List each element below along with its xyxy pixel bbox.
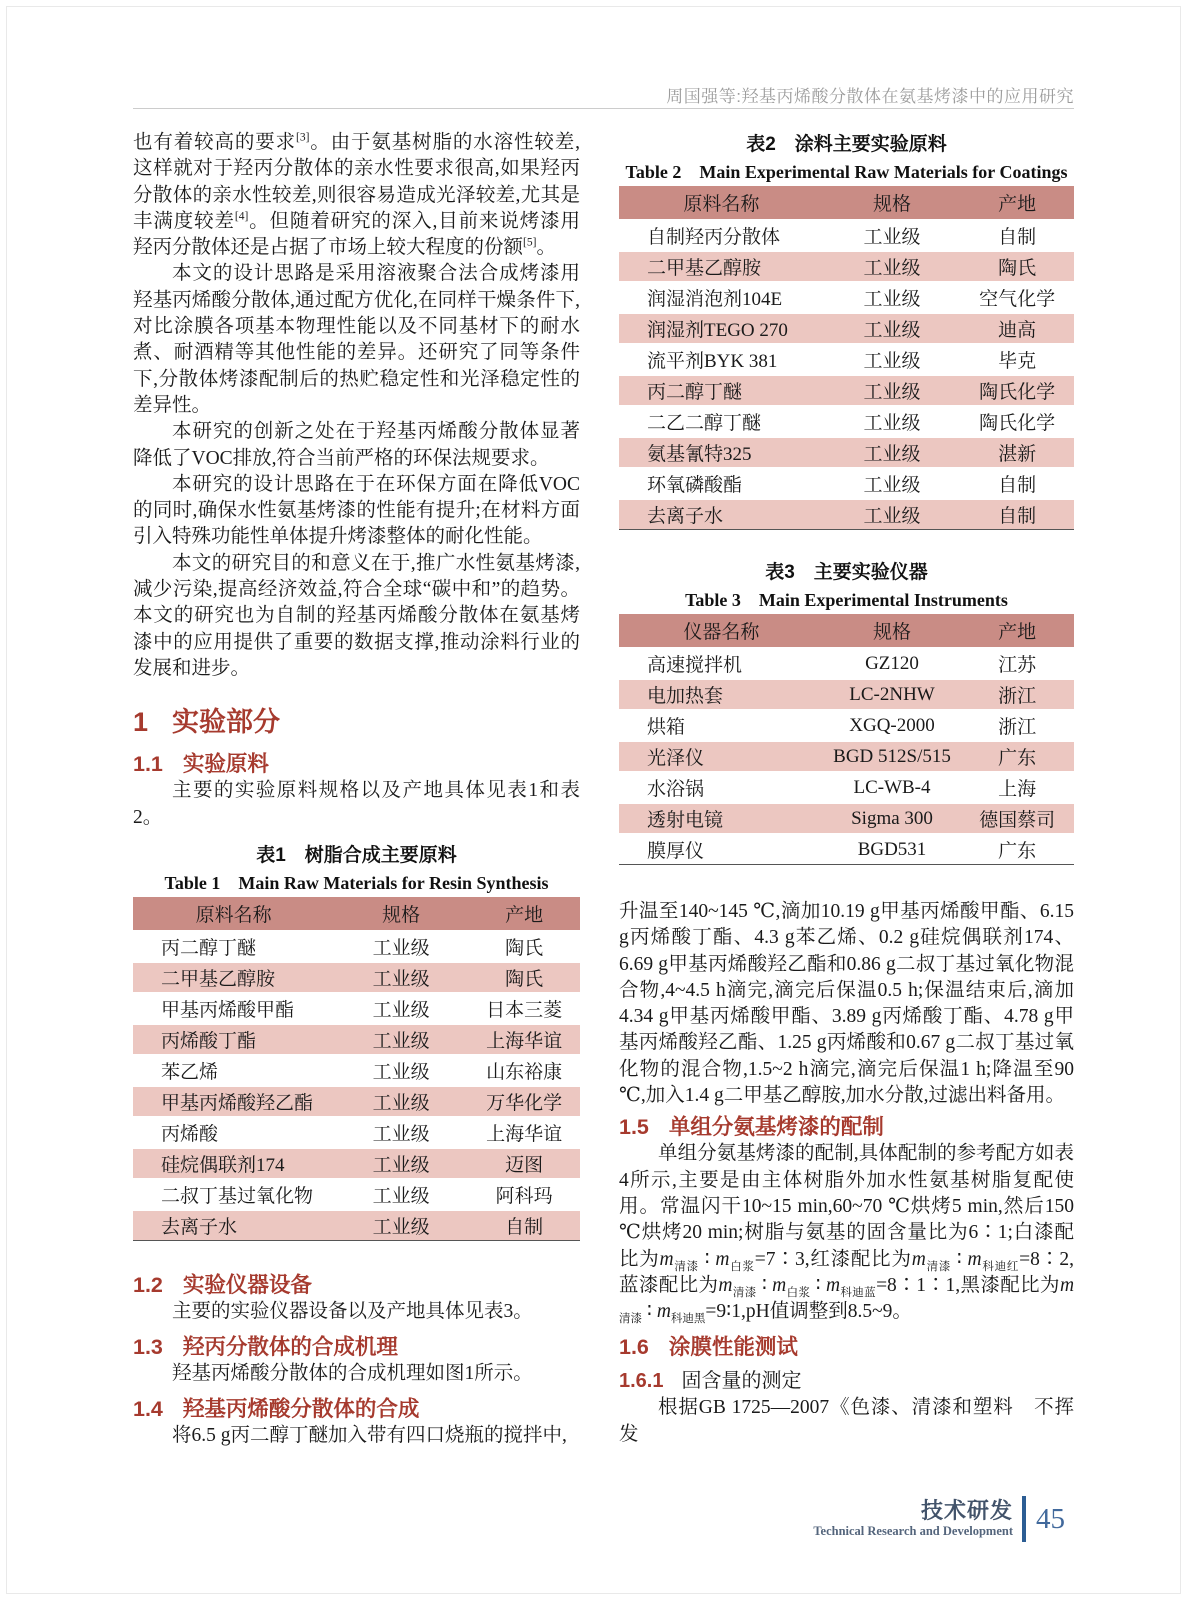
table-cell: 膜厚仪 [619, 834, 824, 865]
table-cell: 工业级 [824, 375, 961, 406]
header-divider [133, 108, 1074, 109]
table-cell: 浙江 [960, 710, 1074, 741]
footer-section-label [813, 1499, 1013, 1540]
footer-label-en: Technical Research and Development [813, 1523, 1013, 1538]
table-cell: 上海 [960, 772, 1074, 803]
paragraph-purpose: 本文的研究目的和意义在于,推广水性氨基烤漆,减少污染,提高经济效益,符合全球“碳中和”的趋势。本文的研究也为自制的羟基丙烯酸分散体在氨基烤漆中的应用提供了重要的数据支撑,推动涂料行业的发展和进步。 [133, 552, 580, 679]
text-segment: 白浆 [729, 1260, 755, 1273]
table-cell: 工业级 [824, 282, 961, 313]
table-row [133, 993, 580, 1024]
subsection-number: 1.1 [133, 752, 163, 777]
text-segment: ∶ [951, 1248, 968, 1270]
table-cell: 二甲基乙醇胺 [133, 962, 334, 993]
table-row [619, 344, 1074, 375]
table-row [133, 1179, 580, 1210]
table2-caption [619, 132, 1074, 186]
table-row [133, 1024, 580, 1055]
subsection-number: 1.5 [619, 1115, 649, 1140]
paragraph-see-tables: 主要的实验原料规格以及产地具体见表1和表2。 [133, 780, 580, 828]
paragraph-voc: 本研究的设计思路在于在环保方面在降低VOC的同时,确保水性氨基烤漆的性能有提升;在材料方面引入特殊功能性单体提升烤漆整体的耐化性能。 [133, 473, 580, 548]
table-cell: 电加热套 [619, 679, 824, 710]
table-cell: 二甲基乙醇胺 [619, 251, 824, 282]
running-header: 周国强等:羟基丙烯酸分散体在氨基烤漆中的应用研究 [666, 87, 1074, 106]
table-cell: 工业级 [824, 468, 961, 499]
column-header: 产地 [960, 614, 1074, 648]
table-cell: 自制 [960, 499, 1074, 530]
footer-divider-bar [1022, 1496, 1026, 1542]
table-cell: 上海华谊 [468, 1117, 580, 1148]
footer-label-cn: 技术研发 [920, 1497, 1013, 1523]
table-cell: 工业级 [824, 437, 961, 468]
subsubsection-heading-solid-content [619, 1367, 1074, 1395]
subsection-heading-synthesis [133, 1395, 580, 1423]
table-cell: 氨基氰特325 [619, 437, 824, 468]
paragraph-see-table3: 主要的实验仪器设备以及产地具体见表3。 [172, 1300, 533, 1322]
table3-caption-en: Table 3 Main Experimental Instruments [685, 590, 1008, 610]
table-row [619, 313, 1074, 344]
table-cell: 自制 [468, 1210, 580, 1241]
left-column [133, 130, 580, 1450]
table-cell: 广东 [960, 834, 1074, 865]
paragraph-see-figure1: 羟基丙烯酸分散体的合成机理如图1所示。 [172, 1363, 533, 1385]
table-row [133, 1117, 580, 1148]
column-header: 仪器名称 [619, 614, 824, 648]
subsection-title: 实验仪器设备 [182, 1272, 312, 1297]
text-segment: 科迪红 [981, 1260, 1020, 1273]
text-segment: m [772, 1274, 787, 1296]
column-header: 产地 [468, 897, 580, 931]
table-row [619, 220, 1074, 251]
table3-caption-cn: 表3 主要实验仪器 [765, 562, 928, 583]
text-segment: =7∶3,红漆配比为 [754, 1248, 912, 1270]
table-row [133, 1210, 580, 1241]
table-cell: 江苏 [960, 648, 1074, 679]
subsection-heading-mechanism [133, 1333, 580, 1361]
subsection-title: 实验原料 [182, 752, 269, 777]
table-row [619, 772, 1074, 803]
table3-instruments [619, 614, 1074, 865]
table-header-row [133, 897, 580, 931]
table-header-row [619, 614, 1074, 648]
table-cell: 陶氏 [468, 931, 580, 962]
table-cell: 日本三菱 [468, 993, 580, 1024]
text-segment: 也有着较高的要求 [133, 132, 296, 153]
table-cell: 高速搅拌机 [619, 648, 824, 679]
paragraph-enamel-formulation [619, 1141, 1074, 1325]
table-cell: 自制 [960, 220, 1074, 251]
table-cell: 丙烯酸 [133, 1117, 334, 1148]
table1-caption-en: Table 1 Main Raw Materials for Resin Synthesis [164, 872, 549, 893]
table-cell: 去离子水 [133, 1210, 334, 1241]
text-segment: =8∶2,蓝漆配比为 [619, 1248, 1075, 1296]
text-segment: m [715, 1248, 730, 1270]
table-cell: BGD 512S/515 [824, 741, 961, 772]
right-column [619, 130, 1074, 1448]
subsection-number: 1.6 [619, 1335, 649, 1360]
paragraph-synthesis-start: 将6.5 g丙二醇丁醚加入带有四口烧瓶的搅拌中, [172, 1425, 567, 1447]
table-cell: 陶氏 [468, 962, 580, 993]
table-cell: 工业级 [334, 931, 468, 962]
table-cell: 工业级 [824, 313, 961, 344]
text-segment: 清漆 [925, 1260, 952, 1273]
table-row [619, 834, 1074, 865]
table-cell: 工业级 [334, 1117, 468, 1148]
paragraph-design-approach: 本文的设计思路是采用溶液聚合法合成烤漆用羟基丙烯酸分散体,通过配方优化,在同样干燥条件下,对比涂膜各项基本物理性能以及不同基材下的耐水煮、耐酒精等其他性能的差异。还研究了同等条件下,分散体烤漆配制后的热贮稳定性和光泽稳定性的差异性。 [133, 263, 580, 416]
table-header-row [619, 186, 1074, 220]
text-segment: m [659, 1248, 674, 1270]
table1-caption-cn: 表1 树脂合成主要原料 [256, 844, 457, 866]
text-segment: 单组分氨基烤漆的配制,具体配制的参考配方如表4所示,主要是由主体树脂外加水性氨基树脂复配使用。常温闪干10~15 min,60~70 ℃烘烤5 min,然后150 ℃烘烤20 min;树脂与氨基的固含量比为6∶1;白漆配比为 [619, 1143, 1074, 1270]
table-cell: 苯乙烯 [133, 1055, 334, 1086]
table-cell: 工业级 [334, 1055, 468, 1086]
table-row [619, 741, 1074, 772]
subsection-number: 1.4 [133, 1397, 163, 1422]
table-row [619, 251, 1074, 282]
table-cell: 湛新 [960, 437, 1074, 468]
table2-caption-cn: 表2 涂料主要实验原料 [746, 134, 947, 155]
table-cell: 工业级 [334, 1086, 468, 1117]
table-row [133, 1148, 580, 1179]
table-cell: 工业级 [334, 1210, 468, 1241]
table-row [133, 1055, 580, 1086]
table-cell: 环氧磷酸酯 [619, 468, 824, 499]
text-segment: 科迪黑 [670, 1313, 706, 1326]
table-cell: 去离子水 [619, 499, 824, 530]
paragraph-synthesis-continuation: 升温至140~145 ℃,滴加10.19 g甲基丙烯酸甲酯、6.15 g丙烯酸丁酯、4.3 g苯乙烯、0.2 g硅烷偶联剂174、6.69 g甲基丙烯酸羟乙酯和0.86 g二叔丁基过氧化物混合物,4~4.5 h滴完,滴完后保温0.5 h;保温结束后,滴加4.34 g甲基丙烯酸甲酯、3.89 g丙烯酸丁酯、4.78 g甲基丙烯酸羟乙酯、1.25 g丙烯酸和0.67 g二叔丁基过氧化物的混合物,1.5~2 h滴完,滴完后保温1 h;降温至90 ℃,加入1.4 g二甲基乙醇胺,加水分散,过滤出料备用。 [619, 901, 1074, 1107]
section-title: 实验部分 [172, 707, 281, 738]
text-segment: [3] [295, 131, 310, 144]
table-cell: 工业级 [334, 1024, 468, 1055]
text-segment: 。但随着研究的深入,目前来说烤漆用羟丙分散体还是占据了市场上较大程度的份额 [133, 210, 580, 259]
table-cell: 水浴锅 [619, 772, 824, 803]
text-segment: 清漆 [619, 1313, 642, 1326]
subsection-title: 单组分氨基烤漆的配制 [668, 1115, 884, 1140]
subsection-title: 涂膜性能测试 [668, 1335, 798, 1360]
subsection-number: 1.3 [133, 1335, 163, 1360]
table-cell: XGQ-2000 [824, 710, 961, 741]
table-cell: 工业级 [334, 1148, 468, 1179]
subsection-number: 1.2 [133, 1272, 163, 1297]
text-segment: ∶ [642, 1301, 657, 1323]
text-segment: [4] [234, 210, 249, 223]
text-segment: m [911, 1248, 926, 1270]
table-cell: 广东 [960, 741, 1074, 772]
text-segment: 。由于氨基树脂的水溶性较差,这样就对于羟丙分散体的亲水性要求很高,如果羟丙分散体的亲水性较差,则很容易造成光泽较差,尤其是丰满度较差 [133, 132, 580, 232]
text-segment: m [825, 1274, 841, 1296]
table-cell: 光泽仪 [619, 741, 824, 772]
subsection-heading-film-tests [619, 1333, 1074, 1361]
table-cell: LC-WB-4 [824, 772, 961, 803]
subsubsection-number: 1.6.1 [619, 1370, 664, 1393]
table-cell: 流平剂BYK 381 [619, 344, 824, 375]
table-cell: 自制羟丙分散体 [619, 220, 824, 251]
table-row [619, 710, 1074, 741]
text-segment: 。 [536, 237, 556, 259]
table-cell: 浙江 [960, 679, 1074, 710]
table-cell: 丙二醇丁醚 [619, 375, 824, 406]
table-cell: 工业级 [334, 1179, 468, 1210]
table-cell: 陶氏 [960, 251, 1074, 282]
table-cell: 丙二醇丁醚 [133, 931, 334, 962]
subsection-heading-enamel-prep [619, 1113, 1074, 1141]
table-cell: 迈图 [468, 1148, 580, 1179]
table-cell: BGD531 [824, 834, 961, 865]
page-number: 45 [1036, 1502, 1065, 1535]
table-cell: 二乙二醇丁醚 [619, 406, 824, 437]
table-row [133, 931, 580, 962]
table-cell: 甲基丙烯酸甲酯 [133, 993, 334, 1024]
table-cell: 陶氏化学 [960, 375, 1074, 406]
table-cell: 工业级 [824, 220, 961, 251]
text-segment: m [656, 1301, 671, 1323]
table-cell: 甲基丙烯酸羟乙酯 [133, 1086, 334, 1117]
table-cell: 二叔丁基过氧化物 [133, 1179, 334, 1210]
table1-caption [133, 843, 580, 897]
table-cell: 透射电镜 [619, 803, 824, 834]
table-cell: 迪高 [960, 313, 1074, 344]
column-header: 产地 [960, 186, 1074, 220]
subsection-heading-instruments [133, 1271, 580, 1299]
column-header: 原料名称 [619, 186, 824, 220]
table-row [619, 679, 1074, 710]
table-row [619, 406, 1074, 437]
table-cell: 硅烷偶联剂174 [133, 1148, 334, 1179]
table2-caption-en: Table 2 Main Experimental Raw Materials for Coatings [625, 162, 1068, 182]
table-cell: 润湿剂TEGO 270 [619, 313, 824, 344]
table2-coating-raw-materials [619, 186, 1074, 530]
subsection-title: 羟丙分散体的合成机理 [182, 1335, 398, 1360]
table-cell: 上海华谊 [468, 1024, 580, 1055]
table-cell: 毕克 [960, 344, 1074, 375]
table-row [133, 1086, 580, 1117]
text-segment: [5] [523, 236, 537, 249]
table-cell: 陶氏化学 [960, 406, 1074, 437]
table-cell: 工业级 [824, 251, 961, 282]
text-segment: 科迪蓝 [840, 1286, 877, 1299]
subsection-title: 羟基丙烯酸分散体的合成 [182, 1397, 420, 1422]
table-row [133, 962, 580, 993]
text-segment: 白浆 [786, 1286, 811, 1299]
table-row [619, 803, 1074, 834]
text-segment: m [967, 1248, 982, 1270]
text-segment: =8∶1∶1,黑漆配比为 [876, 1274, 1060, 1296]
table-cell: 润湿消泡剂104E [619, 282, 824, 313]
paragraph-continuation [133, 130, 580, 261]
table-row [619, 437, 1074, 468]
table-cell: 空气化学 [960, 282, 1074, 313]
column-header: 规格 [824, 614, 961, 648]
column-header: 原料名称 [133, 897, 334, 931]
text-segment: ∶ [698, 1248, 716, 1270]
table-cell: 德国蔡司 [960, 803, 1074, 834]
table-cell: 工业级 [824, 344, 961, 375]
paragraph-innovation: 本研究的创新之处在于羟基丙烯酸分散体显著降低了VOC排放,符合当前严格的环保法规要求。 [133, 421, 580, 469]
subsubsection-title: 固含量的测定 [681, 1370, 802, 1393]
text-segment: ∶ [810, 1274, 826, 1296]
table-cell: 山东裕康 [468, 1055, 580, 1086]
table-cell: 丙烯酸丁酯 [133, 1024, 334, 1055]
table1-resin-raw-materials [133, 897, 580, 1241]
text-segment: 清漆 [673, 1260, 699, 1273]
column-header: 规格 [824, 186, 961, 220]
table-cell: LC-2NHW [824, 679, 961, 710]
table-cell: Sigma 300 [824, 803, 961, 834]
table-row [619, 375, 1074, 406]
table-cell: 万华化学 [468, 1086, 580, 1117]
text-segment: =9∶1,pH值调整到8.5~9。 [705, 1301, 912, 1323]
table-cell: 工业级 [824, 406, 961, 437]
table-cell: 工业级 [824, 499, 961, 530]
text-segment: m [718, 1274, 733, 1296]
table-cell: 烘箱 [619, 710, 824, 741]
text-segment: 清漆 [732, 1286, 757, 1299]
table-row [619, 282, 1074, 313]
table3-caption [619, 560, 1074, 614]
table-cell: 工业级 [334, 993, 468, 1024]
table-cell: 工业级 [334, 962, 468, 993]
table-cell: 自制 [960, 468, 1074, 499]
paragraph-gb-standard: 根据GB 1725—2007《色漆、清漆和塑料 不挥发 [619, 1397, 1074, 1445]
table-cell: GZ120 [824, 648, 961, 679]
subsection-heading-raw-materials [133, 750, 580, 778]
text-segment: m [1059, 1274, 1075, 1296]
table-row [619, 648, 1074, 679]
table-row [619, 468, 1074, 499]
section-number: 1 [133, 707, 149, 738]
page-footer [813, 1496, 1065, 1542]
column-header: 规格 [334, 897, 468, 931]
text-segment: ∶ [756, 1274, 773, 1296]
table-row [619, 499, 1074, 530]
table-cell: 阿科玛 [468, 1179, 580, 1210]
section-heading-experiment [133, 704, 580, 740]
